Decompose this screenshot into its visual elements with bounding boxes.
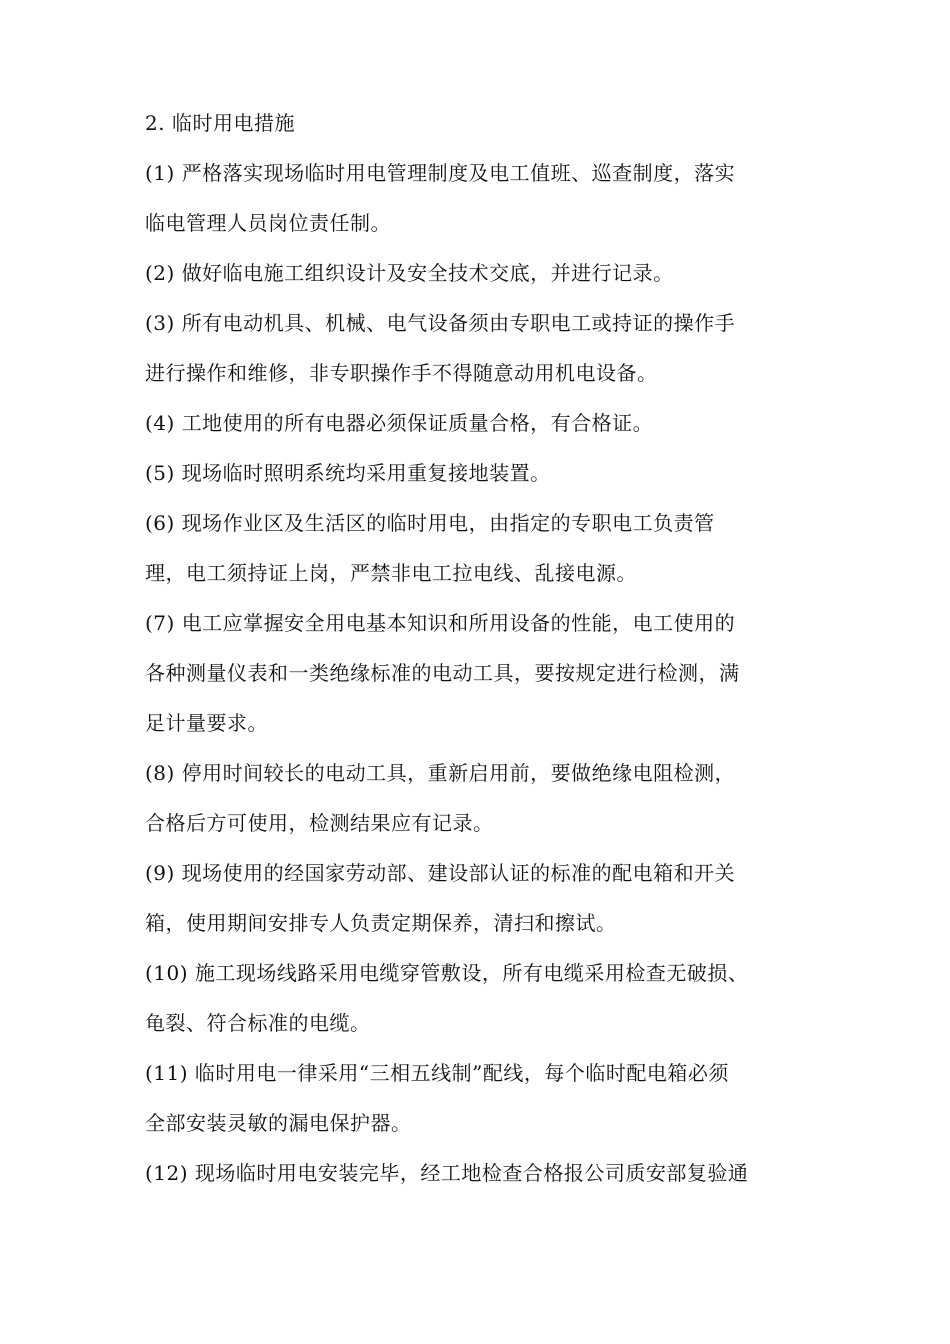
list-item-10 <box>145 948 805 1048</box>
text-line: (9) 现场使用的经国家劳动部、建设部认证的标准的配电箱和开关 <box>145 861 736 885</box>
text-line: (8) 停用时间较长的电动工具，重新启用前，要做绝缘电阻检测， <box>145 761 736 785</box>
list-item-5 <box>145 448 805 498</box>
text-line: (12) 现场临时用电安装完毕，经工地检查合格报公司质安部复验通 <box>145 1161 749 1185</box>
list-item-1 <box>145 148 805 248</box>
text-line: 全部安装灵敏的漏电保护器。 <box>145 1111 412 1135</box>
text-line: 足计量要求。 <box>145 711 268 735</box>
text-line: (7) 电工应掌握安全用电基本知识和所用设备的性能，电工使用的 <box>145 611 736 635</box>
text-line: 理，电工须持证上岗，严禁非电工拉电线、乱接电源。 <box>145 561 637 585</box>
text-line: 进行操作和维修，非专职操作手不得随意动用机电设备。 <box>145 361 658 385</box>
text-line: (6) 现场作业区及生活区的临时用电，由指定的专职电工负责管 <box>145 511 715 535</box>
list-item-6 <box>145 498 805 598</box>
list-item-11 <box>145 1048 805 1148</box>
text-line: 龟裂、符合标准的电缆。 <box>145 1011 371 1035</box>
text-line: (1) 严格落实现场临时用电管理制度及电工值班、巡查制度，落实 <box>145 161 736 185</box>
text-line: (10) 施工现场线路采用电缆穿管敷设，所有电缆采用检查无破损、 <box>145 961 749 985</box>
text-line: (5) 现场临时照明系统均采用重复接地装置。 <box>145 461 551 485</box>
text-line: (2) 做好临电施工组织设计及安全技术交底，并进行记录。 <box>145 261 674 285</box>
section-heading: 2. 临时用电措施 <box>145 111 295 135</box>
list-item-12 <box>145 1148 805 1198</box>
text-line: (11) 临时用电一律采用“三相五线制”配线，每个临时配电箱必须 <box>145 1061 729 1085</box>
text-line: (3) 所有电动机具、机械、电气设备须由专职电工或持证的操作手 <box>145 311 736 335</box>
text-line: 箱，使用期间安排专人负责定期保养，清扫和擦试。 <box>145 911 617 935</box>
list-item-4 <box>145 398 805 448</box>
text-line: 合格后方可使用，检测结果应有记录。 <box>145 811 494 835</box>
text-line: (4) 工地使用的所有电器必须保证质量合格，有合格证。 <box>145 411 654 435</box>
document-body <box>145 98 805 1198</box>
list-item-9 <box>145 848 805 948</box>
list-item-2 <box>145 248 805 298</box>
list-item-3 <box>145 298 805 398</box>
list-item-7 <box>145 598 805 748</box>
text-line: 临电管理人员岗位责任制。 <box>145 211 391 235</box>
text-line: 各种测量仪表和一类绝缘标准的电动工具，要按规定进行检测，满 <box>145 661 740 685</box>
list-item-8 <box>145 748 805 848</box>
